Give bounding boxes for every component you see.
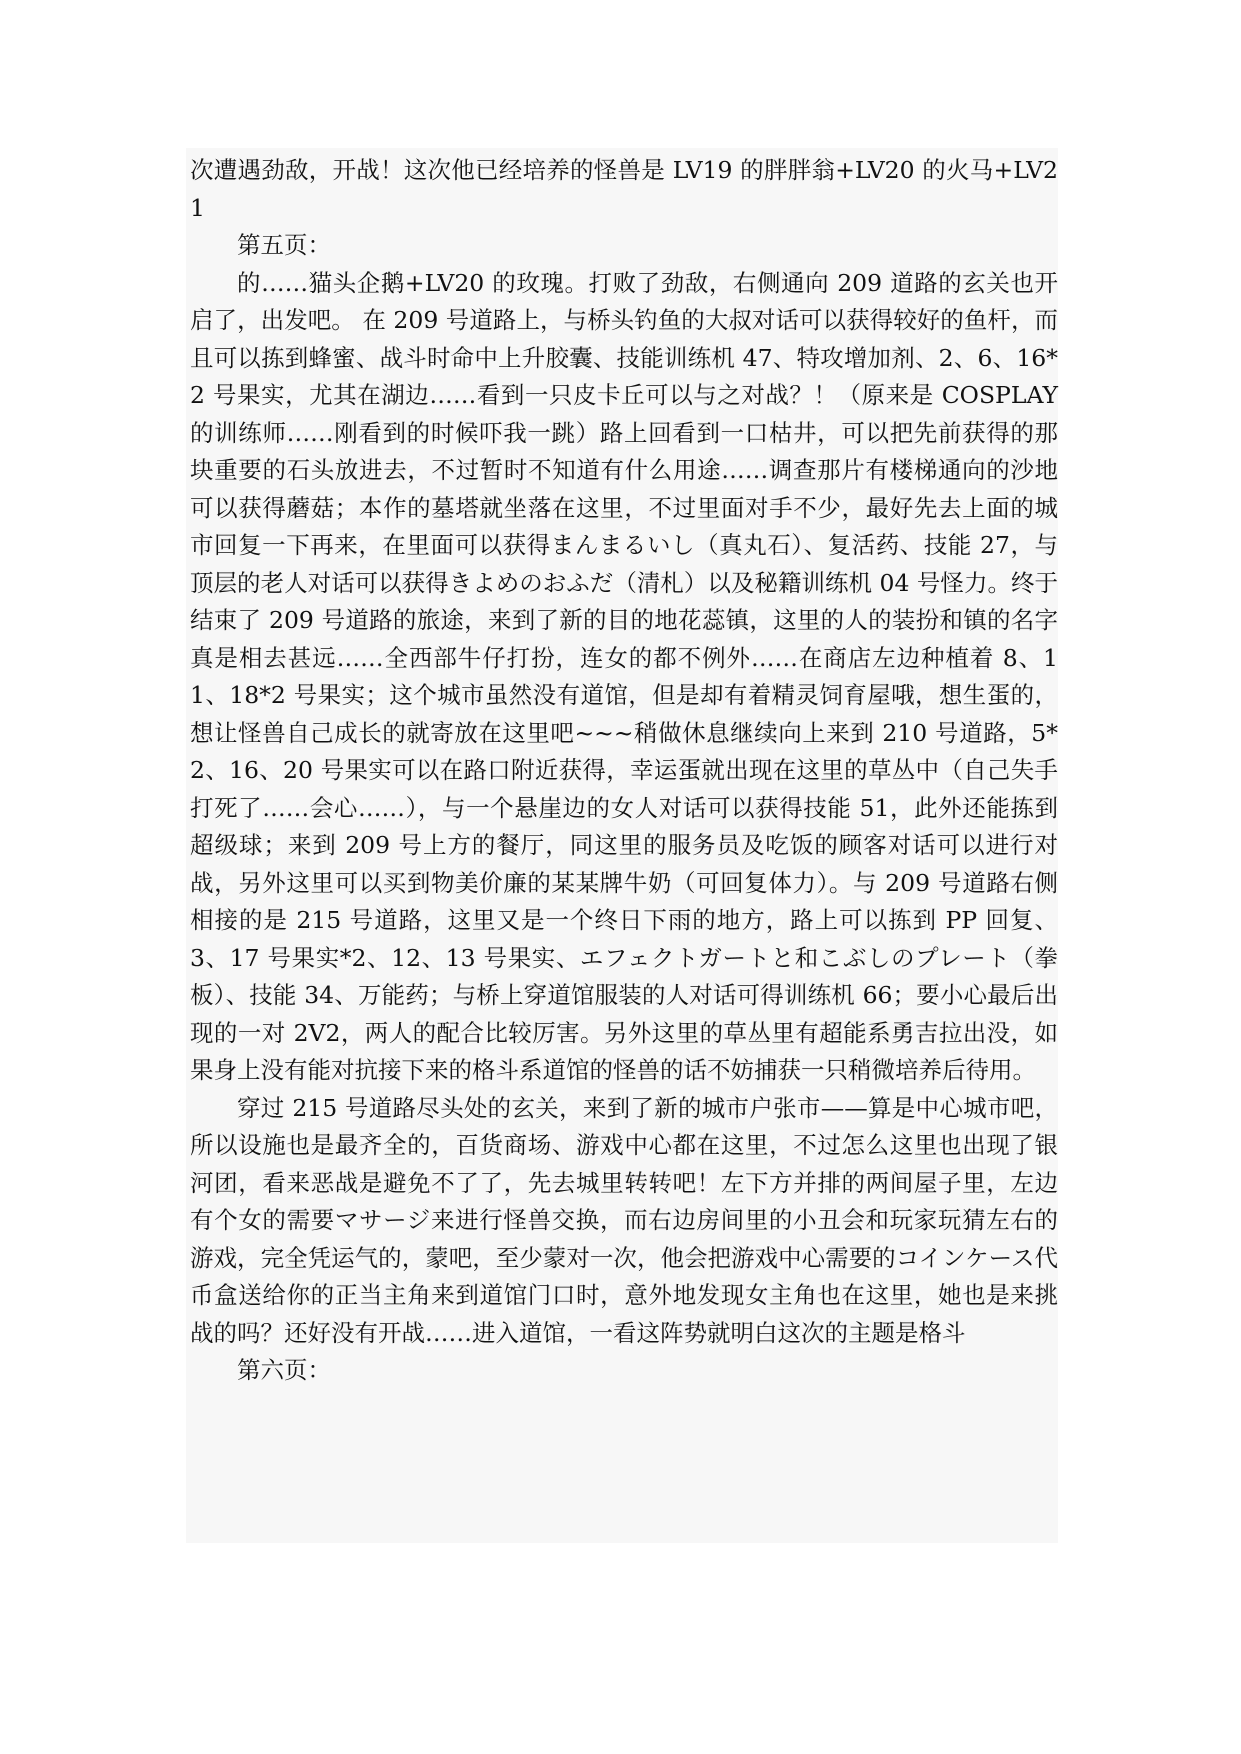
document-text <box>186 148 1058 1390</box>
paragraph-intro: 次遭遇劲敌，开战！这次他已经培养的怪兽是 LV19 的胖胖翁+LV20 的火马+LV21 <box>190 156 1058 222</box>
paragraph-city: 穿过 215 号道路尽头处的玄关，来到了新的城市户张市——算是中心城市吧，所以设施也是最齐全的，百货商场、游戏中心都在这里，不过怎么这里也出现了银河团，看来恶战是避免不了了，先去城里转转吧！左下方并排的两间屋子里，左边有个女的需要マサージ来进行怪兽交换，而右边房间里的小丑会和玩家玩猜左右的游戏，完全凭运气的，蒙吧，至少蒙对一次，他会把游戏中心需要的コインケース代币盒送给你的正当主角来到道馆门口时，意外地发现女主角也在这里，她也是来挑战的吗？还好没有开战……进入道馆，一看这阵势就明白这次的主题是格斗 <box>190 1093 1058 1347</box>
heading-page-6: 第六页： <box>237 1356 331 1384</box>
document-body <box>186 148 1058 1543</box>
paragraph-route-209: 的……猫头企鹅+LV20 的玫瑰。打败了劲敌，右侧通向 209 道路的玄关也开启了，出发吧。 在 209 号道路上，与桥头钓鱼的大叔对话可以获得较好的鱼杆，而且可以拣到蜂蜜、战斗时命中上升胶囊、技能训练机 47、特攻增加剂、2、6、16*2 号果实，尤其在湖边……看到一只皮卡丘可以与之对战？！（原来是 COSPLAY 的训练师……刚看到的时候吓我一跳）路上回看到一口枯井，可以把先前获得的那块重要的石头放进去，不过暂时不知道有什么用途……调查那片有楼梯通向的沙地可以获得蘑菇；本作的墓塔就坐落在这里，不过里面对手不少，最好先去上面的城市回复一下再来，在里面可以获得まんまるいし（真丸石）、复活药、技能 27，与顶层的老人对话可以获得きよめのおふだ（清札）以及秘籍训练机 04 号怪力。终于结束了 209 号道路的旅途，来到了新的目的地花蕊镇，这里的人的装扮和镇的名字真是相去甚远……全西部牛仔打扮，连女的都不例外……在商店左边种植着 8、11、18*2 号果实；这个城市虽然没有道馆，但是却有着精灵饲育屋哦，想生蛋的，想让怪兽自己成长的就寄放在这里吧~~~稍做休息继续向上来到 210 号道路，5*2、16、20 号果实可以在路口附近获得，幸运蛋就出现在这里的草丛中（自己失手打死了……会心……），与一个悬崖边的女人对话可以获得技能 51，此外还能拣到超级球；来到 209 号上方的餐厅，同这里的服务员及吃饭的顾客对话可以进行对战，另外这里可以买到物美价廉的某某牌牛奶（可回复体力）。与 209 号道路右侧相接的是 215 号道路，这里又是一个终日下雨的地方，路上可以拣到 PP 回复、3、17 号果实*2、12、13 号果实、エフェクトガートと和こぶしのプレート（拳板）、技能 34、万能药；与桥上穿道馆服装的人对话可得训练机 66；要小心最后出现的一对 2V2，两人的配合比较厉害。另外这里的草丛里有超能系勇吉拉出没，如果身上没有能对抗接下来的格斗系道馆的怪兽的话不妨捕获一只稍微培养后待用。 <box>190 268 1058 1084</box>
heading-page-5: 第五页： <box>237 231 331 259</box>
